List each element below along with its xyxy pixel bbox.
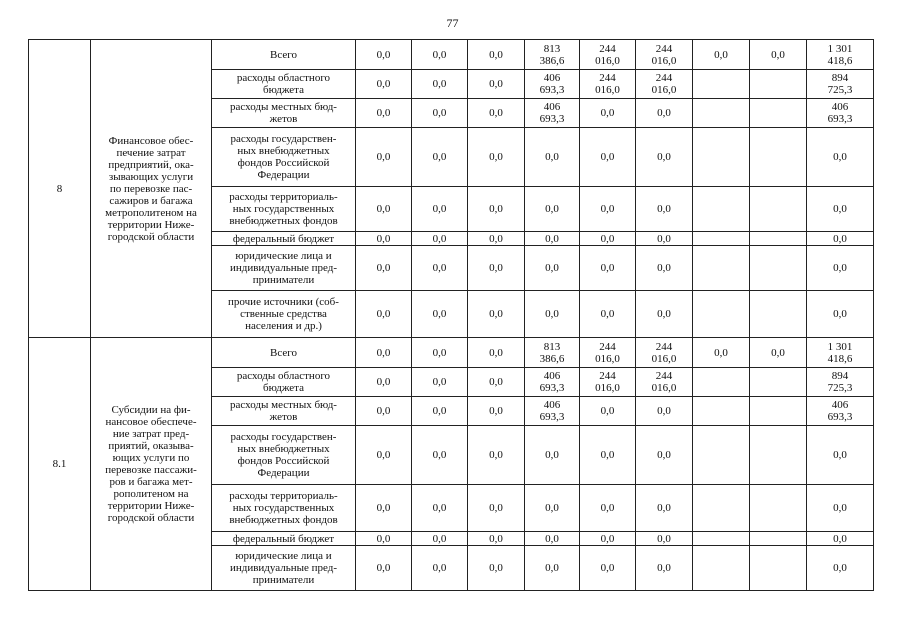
table-row xyxy=(29,338,874,368)
value-cell xyxy=(750,187,807,232)
value-cell xyxy=(693,128,750,187)
value-cell: 0,0 xyxy=(525,485,580,532)
funding-source: расходы областного бюджета xyxy=(212,70,356,99)
value-cell: 0,0 xyxy=(580,187,636,232)
value-cell: 0,0 xyxy=(468,368,525,397)
value-cell: 0,0 xyxy=(807,485,874,532)
value-cell: 0,0 xyxy=(750,338,807,368)
value-cell xyxy=(693,291,750,338)
page-number: 77 xyxy=(446,16,459,30)
value-cell: 406 693,3 xyxy=(807,397,874,426)
funding-source: расходы территориаль- ных государственных внебюджетных фондов xyxy=(212,485,356,532)
value-cell: 244 016,0 xyxy=(580,40,636,70)
value-cell: 0,0 xyxy=(356,187,412,232)
value-cell xyxy=(693,485,750,532)
value-cell: 0,0 xyxy=(356,485,412,532)
value-cell: 244 016,0 xyxy=(580,70,636,99)
value-cell: 0,0 xyxy=(807,246,874,291)
value-cell: 0,0 xyxy=(412,291,468,338)
section-title: Финансовое обес- печение затрат предприятий, ока- зывающих услуги по перевозке пас- сажиров и багажа метрополитеном на территории Ниже- городской области xyxy=(91,40,212,338)
value-cell: 406 693,3 xyxy=(807,99,874,128)
value-cell: 0,0 xyxy=(807,291,874,338)
value-cell: 0,0 xyxy=(412,546,468,591)
value-cell: 406 693,3 xyxy=(525,397,580,426)
value-cell: 0,0 xyxy=(580,485,636,532)
value-cell: 0,0 xyxy=(468,246,525,291)
value-cell: 1 301 418,6 xyxy=(807,40,874,70)
value-cell: 0,0 xyxy=(807,532,874,546)
value-cell: 0,0 xyxy=(636,532,693,546)
value-cell: 0,0 xyxy=(356,246,412,291)
value-cell: 0,0 xyxy=(525,246,580,291)
value-cell: 0,0 xyxy=(468,426,525,485)
value-cell xyxy=(750,128,807,187)
value-cell: 0,0 xyxy=(356,397,412,426)
value-cell: 0,0 xyxy=(636,426,693,485)
value-cell: 0,0 xyxy=(636,485,693,532)
value-cell: 813 386,6 xyxy=(525,40,580,70)
value-cell: 0,0 xyxy=(525,187,580,232)
value-cell xyxy=(750,70,807,99)
funding-source: расходы местных бюд- жетов xyxy=(212,99,356,128)
value-cell: 0,0 xyxy=(525,426,580,485)
value-cell: 0,0 xyxy=(468,70,525,99)
funding-source: расходы государствен- ных внебюджетных фондов Российской Федерации xyxy=(212,426,356,485)
value-cell: 0,0 xyxy=(636,246,693,291)
value-cell: 0,0 xyxy=(580,397,636,426)
value-cell: 0,0 xyxy=(356,368,412,397)
value-cell: 0,0 xyxy=(412,232,468,246)
value-cell xyxy=(750,546,807,591)
value-cell: 0,0 xyxy=(412,397,468,426)
value-cell: 0,0 xyxy=(580,426,636,485)
value-cell xyxy=(693,546,750,591)
value-cell: 0,0 xyxy=(525,546,580,591)
value-cell: 0,0 xyxy=(693,40,750,70)
value-cell: 0,0 xyxy=(356,426,412,485)
value-cell: 0,0 xyxy=(356,128,412,187)
funding-source: Всего xyxy=(212,40,356,70)
value-cell: 0,0 xyxy=(412,246,468,291)
value-cell: 0,0 xyxy=(412,187,468,232)
value-cell: 0,0 xyxy=(468,187,525,232)
value-cell xyxy=(693,368,750,397)
value-cell: 0,0 xyxy=(525,232,580,246)
value-cell: 0,0 xyxy=(356,338,412,368)
value-cell: 244 016,0 xyxy=(636,40,693,70)
value-cell xyxy=(693,232,750,246)
value-cell xyxy=(750,532,807,546)
value-cell xyxy=(750,246,807,291)
funding-source: юридические лица и индивидуальные пред- приниматели xyxy=(212,246,356,291)
value-cell: 0,0 xyxy=(412,99,468,128)
value-cell xyxy=(750,397,807,426)
value-cell: 0,0 xyxy=(636,187,693,232)
value-cell xyxy=(750,368,807,397)
value-cell: 406 693,3 xyxy=(525,368,580,397)
funding-source: Всего xyxy=(212,338,356,368)
value-cell: 0,0 xyxy=(636,128,693,187)
value-cell: 0,0 xyxy=(693,338,750,368)
funding-source: расходы местных бюд- жетов xyxy=(212,397,356,426)
table-row xyxy=(29,40,874,70)
value-cell: 0,0 xyxy=(356,546,412,591)
value-cell: 0,0 xyxy=(468,99,525,128)
value-cell: 0,0 xyxy=(807,546,874,591)
value-cell: 0,0 xyxy=(468,232,525,246)
value-cell xyxy=(750,232,807,246)
value-cell: 0,0 xyxy=(412,40,468,70)
value-cell: 0,0 xyxy=(468,397,525,426)
value-cell: 0,0 xyxy=(356,232,412,246)
value-cell: 0,0 xyxy=(412,532,468,546)
funding-source: расходы областного бюджета xyxy=(212,368,356,397)
value-cell: 0,0 xyxy=(356,40,412,70)
value-cell: 0,0 xyxy=(356,70,412,99)
value-cell: 244 016,0 xyxy=(580,338,636,368)
value-cell: 0,0 xyxy=(468,291,525,338)
value-cell: 0,0 xyxy=(412,426,468,485)
value-cell xyxy=(693,532,750,546)
section-number: 8 xyxy=(29,40,91,338)
value-cell: 0,0 xyxy=(807,232,874,246)
value-cell: 894 725,3 xyxy=(807,368,874,397)
funding-source: прочие источники (соб- ственные средства населения и др.) xyxy=(212,291,356,338)
value-cell: 0,0 xyxy=(468,532,525,546)
value-cell: 0,0 xyxy=(412,70,468,99)
value-cell: 0,0 xyxy=(468,128,525,187)
value-cell: 0,0 xyxy=(356,291,412,338)
value-cell xyxy=(750,485,807,532)
value-cell xyxy=(750,99,807,128)
value-cell: 0,0 xyxy=(580,532,636,546)
value-cell: 0,0 xyxy=(636,546,693,591)
budget-table xyxy=(28,39,874,591)
value-cell: 0,0 xyxy=(580,128,636,187)
value-cell: 0,0 xyxy=(468,338,525,368)
value-cell: 0,0 xyxy=(636,99,693,128)
value-cell: 0,0 xyxy=(580,546,636,591)
value-cell: 0,0 xyxy=(356,532,412,546)
value-cell: 0,0 xyxy=(412,485,468,532)
value-cell: 406 693,3 xyxy=(525,70,580,99)
value-cell: 0,0 xyxy=(525,128,580,187)
value-cell xyxy=(693,99,750,128)
value-cell: 0,0 xyxy=(580,246,636,291)
funding-source: юридические лица и индивидуальные пред- приниматели xyxy=(212,546,356,591)
value-cell: 0,0 xyxy=(412,368,468,397)
value-cell: 0,0 xyxy=(807,187,874,232)
value-cell: 244 016,0 xyxy=(636,368,693,397)
value-cell xyxy=(693,246,750,291)
value-cell: 1 301 418,6 xyxy=(807,338,874,368)
value-cell: 0,0 xyxy=(636,397,693,426)
value-cell: 0,0 xyxy=(636,291,693,338)
value-cell: 0,0 xyxy=(525,532,580,546)
value-cell: 0,0 xyxy=(525,291,580,338)
value-cell: 0,0 xyxy=(807,128,874,187)
funding-source: федеральный бюджет xyxy=(212,232,356,246)
value-cell: 0,0 xyxy=(580,291,636,338)
value-cell: 0,0 xyxy=(468,40,525,70)
value-cell: 0,0 xyxy=(412,338,468,368)
value-cell: 0,0 xyxy=(807,426,874,485)
funding-source: расходы государствен- ных внебюджетных фондов Российской Федерации xyxy=(212,128,356,187)
value-cell: 406 693,3 xyxy=(525,99,580,128)
value-cell: 813 386,6 xyxy=(525,338,580,368)
value-cell: 0,0 xyxy=(412,128,468,187)
value-cell: 0,0 xyxy=(580,99,636,128)
value-cell xyxy=(693,70,750,99)
value-cell: 244 016,0 xyxy=(636,70,693,99)
funding-source: федеральный бюджет xyxy=(212,532,356,546)
value-cell: 894 725,3 xyxy=(807,70,874,99)
value-cell xyxy=(693,187,750,232)
value-cell: 0,0 xyxy=(356,99,412,128)
value-cell: 0,0 xyxy=(468,546,525,591)
value-cell xyxy=(750,426,807,485)
value-cell: 0,0 xyxy=(468,485,525,532)
section-number: 8.1 xyxy=(29,338,91,591)
value-cell xyxy=(750,291,807,338)
funding-source: расходы территориаль- ных государственных внебюджетных фондов xyxy=(212,187,356,232)
value-cell: 244 016,0 xyxy=(580,368,636,397)
value-cell: 244 016,0 xyxy=(636,338,693,368)
section-title: Субсидии на фи- нансовое обеспече- ние затрат пред- приятий, оказыва- ющих услуги по перевозке пассажи- ров и багажа мет- рополитеном на территории Ниже- городской области xyxy=(91,338,212,591)
value-cell xyxy=(693,426,750,485)
value-cell xyxy=(693,397,750,426)
value-cell: 0,0 xyxy=(580,232,636,246)
value-cell: 0,0 xyxy=(636,232,693,246)
value-cell: 0,0 xyxy=(750,40,807,70)
